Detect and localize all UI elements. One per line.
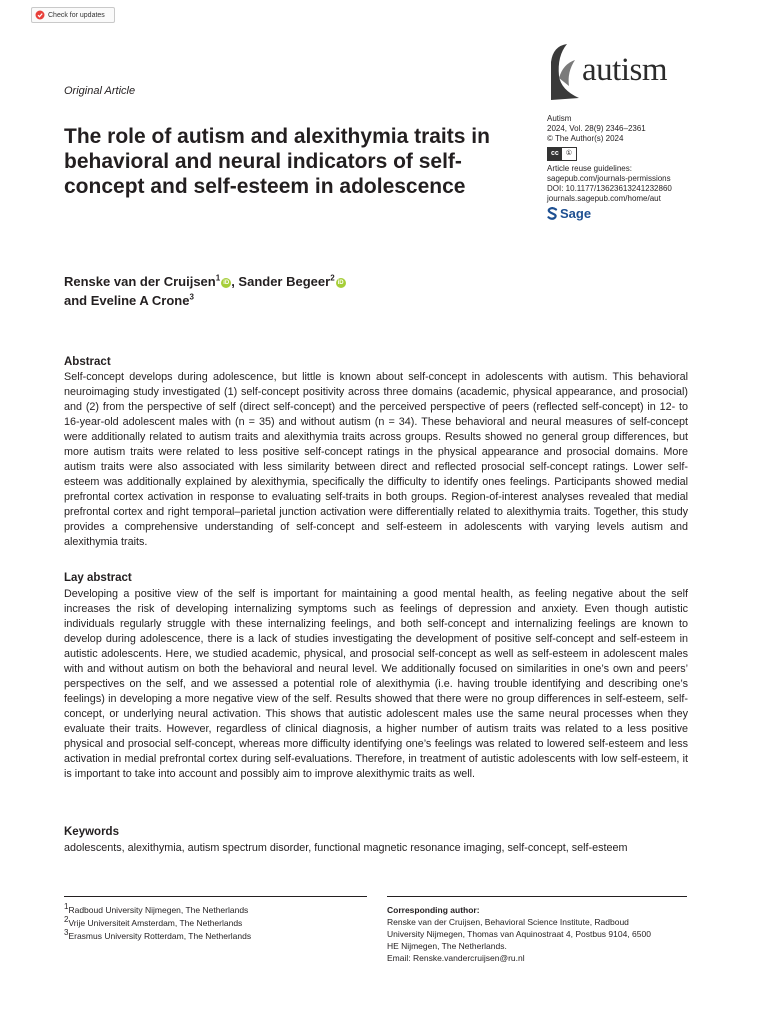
corresponding-email-link[interactable]: Email: Renske.vandercruijsen@ru.nl (387, 953, 525, 963)
affiliation-marker: 2 (64, 915, 69, 925)
abstract-text: Self-concept develops during adolescence, but little is known about self-concept in adolescents with autism. This behavioral neuroimaging study investigated (1) self-concept positivity across three domains (academic, physical appearance, and prosocial) and (2) from the perspective of self (direct self-concept) and the perceived perspective of peers (reflected self-concept) in 12- to 16-year-old adolescent males with (n = 35) and without autism (n = 34). These behavioral and neural measures of self-concept were additionally related to autism traits and alexithymia traits across groups. Results showed no general group differences, but more autism traits were related to less positive self-concept ratings in the physical appearance and prosocial domains. More autism traits were also associated with less similarity between direct and reflected prosocial self-concept ratings. Lower self-esteem was additionally explained by alexithymia, specifically the difficulty to identify ones feelings. Participants showed medial prefrontal cortex activation in response to evaluating self-traits in both groups. Region-of-interest analyses revealed that medial prefrontal cortex and right temporal–parietal junction activation were differentially related to alexithymia traits. Together, this study provides a comprehensive understanding of self-concept and self-esteem in adolescents with varying levels autism and alexithymia traits. (64, 371, 688, 548)
affiliation-text: Erasmus University Rotterdam, The Netherlands (68, 931, 252, 941)
affiliation-marker: 2 (330, 273, 335, 283)
corresponding-address-line: University Nijmegen, Thomas van Aquinostraat 4, Postbus 9104, 6500 (387, 929, 651, 939)
affiliation-marker: 3 (189, 292, 194, 302)
author-name[interactable]: Eveline A Crone (90, 293, 190, 308)
affiliation-text: Radboud University Nijmegen, The Netherlands (68, 905, 249, 915)
journal-citation: 2024, Vol. 28(9) 2346–2361 (547, 124, 646, 133)
author-list (64, 272, 464, 310)
footer-divider (64, 896, 367, 897)
journal-url-link[interactable]: journals.sagepub.com/home/aut (547, 194, 661, 203)
article-type: Original Article (64, 85, 136, 97)
keywords-heading: Keywords (64, 826, 119, 838)
footer-divider (387, 896, 687, 897)
affiliation-marker: 1 (215, 273, 221, 283)
author-name[interactable]: Sander Begeer (238, 274, 331, 289)
by-icon: ① (565, 150, 573, 157)
author-separator: and (64, 293, 91, 308)
corresponding-address-line: Renske van der Cruijsen, Behavioral Science Institute, Radboud (387, 917, 629, 927)
author-name[interactable]: Renske van der Cruijsen (64, 274, 216, 289)
journal-name: Autism (547, 114, 572, 123)
journal-logo (545, 42, 695, 102)
article-title: The role of autism and alexithymia traits in behavioral and neural indicators of self-concept and self-esteem in adolescence (64, 125, 490, 198)
reuse-guidelines-label: Article reuse guidelines: (547, 164, 632, 173)
lay-abstract-text: Developing a positive view of the self is important for maintaining a good mental health, as feeling negative about the self increases the risk of developing internalizing symptoms such as feelings of depression and anxiety. Even though autistic individuals regularly struggle with these internalizing feelings, and both self-concept and internalizing feelings are known to develop during adolescence, there is a lack of studies investigating the development of positive self-concept and self-esteem in autistic adolescents. Here, we studied academic, physical, and prosocial self-concept as well as self-esteem in adolescent males with and without autism on both the behavioral and neural level. We additionally focused on similarities in one’s own and peers’ perspectives on the self, and we assessed a potential role of alexithymia (i.e. having trouble identifying and describing one’s feelings) in developing a more negative view of the self. Results showed that there were no group differences in self-esteem, self-concept, or underlying neural activation. This shows that autistic adolescent males use the same neural processes when they evaluate their traits. However, regardless of clinical diagnosis, a higher number of autism traits was related to a less positive physical and prosocial self-concept, whereas more difficulty identifying one’s feelings was related to lowered self-esteem and less activation in medial prefrontal cortex during self-evaluations. Therefore, in treatment of autistic adolescents with low self-esteem, it is important to take into account and possibly aim to improve alexithymic traits as well. (64, 588, 688, 780)
corresponding-address-line: HE Nijmegen, The Netherlands. (387, 941, 507, 951)
sage-s-icon (547, 207, 558, 220)
orcid-icon[interactable]: iD (223, 279, 230, 286)
affiliation-text: Vrije Universiteit Amsterdam, The Netherlands (68, 918, 243, 928)
journal-info (547, 114, 727, 220)
affiliation-item (64, 930, 364, 943)
affiliations (64, 904, 364, 943)
abstract-heading: Abstract (64, 356, 111, 368)
check-for-updates-badge[interactable] (31, 7, 115, 23)
publisher-name: Sage (560, 205, 592, 221)
copyright: © The Author(s) 2024 (547, 134, 624, 143)
affiliation-marker: 3 (64, 928, 69, 938)
orcid-icon[interactable]: iD (337, 279, 344, 286)
affiliation-marker: 1 (64, 902, 69, 912)
cc-icon: cc (548, 148, 562, 160)
publisher-logo (547, 207, 727, 220)
check-updates-label: Check for updates (48, 11, 105, 19)
author-separator: , (231, 274, 239, 289)
journal-logo-text: autism (582, 52, 667, 88)
cc-license-badge[interactable] (547, 147, 577, 161)
doi-link[interactable]: DOI: 10.1177/13623613241232860 (547, 184, 672, 193)
reuse-guidelines-link[interactable]: sagepub.com/journals-permissions (547, 174, 671, 183)
lay-abstract-heading: Lay abstract (64, 572, 132, 584)
journal-logo-swoosh-icon (545, 42, 585, 102)
check-updates-icon (35, 10, 45, 20)
corresponding-author-label: Corresponding author: (387, 905, 480, 915)
corresponding-author (387, 904, 687, 964)
keywords-text: adolescents, alexithymia, autism spectrum disorder, functional magnetic resonance imaging, self-concept, self-esteem (64, 842, 628, 854)
affiliation-item (64, 917, 364, 930)
affiliation-item (64, 904, 364, 917)
